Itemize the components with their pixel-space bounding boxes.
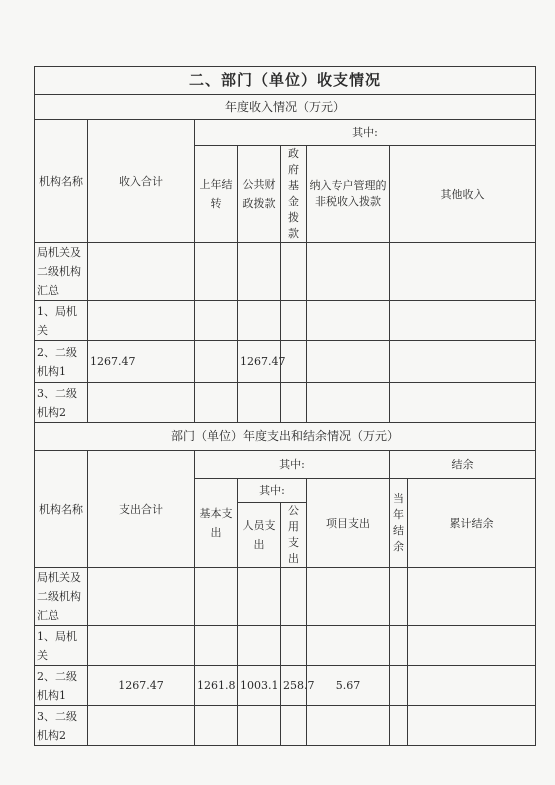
income-row-name: 2、二级机构1 [35,341,88,383]
income-row [35,301,536,341]
expense-row-current-year [390,666,408,706]
expense-row [35,706,536,746]
expense-header-personnel: 人员支出 [238,503,281,568]
income-row-gov-fund [281,243,307,301]
income-row-public-finance [238,383,281,423]
income-header-nontax: 纳入专户管理的非税收入拨款 [307,146,390,243]
summary-sheet [34,66,535,746]
expense-row-cumulative [408,568,536,626]
income-expense-table [34,66,536,746]
income-row-public-finance: 1267.47 [238,341,281,383]
expense-row-name: 局机关及二级机构汇总 [35,568,88,626]
income-row-prev-year [195,243,238,301]
expense-row-personnel [238,568,281,626]
expense-header-balance: 结余 [390,451,536,479]
income-row-nontax [307,341,390,383]
expense-row-total [88,706,195,746]
income-header-gov-fund: 政府基金拨款 [281,146,307,243]
expense-row-project [307,706,390,746]
income-row-prev-year [195,341,238,383]
income-row-other [390,383,536,423]
expense-row-cumulative [408,626,536,666]
expense-header-total: 支出合计 [88,451,195,568]
expense-header-org-name: 机构名称 [35,451,88,568]
expense-header-of-which-sub: 其中: [238,479,307,503]
expense-row-total [88,568,195,626]
income-row-nontax [307,243,390,301]
expense-header-of-which: 其中: [195,451,390,479]
expense-row-name: 3、二级机构2 [35,706,88,746]
expense-row-personnel [238,706,281,746]
income-row-total [88,301,195,341]
income-header-prev-year: 上年结转 [195,146,238,243]
expense-row-public-use [281,706,307,746]
expense-header-project: 项目支出 [307,479,390,568]
expense-row-total [88,626,195,666]
income-header-public-finance: 公共财政拨款 [238,146,281,243]
income-header-other: 其他收入 [390,146,536,243]
income-row-total: 1267.47 [88,341,195,383]
expense-row-project [307,626,390,666]
page-title: 二、部门（单位）收支情况 [35,67,536,95]
expense-row-public-use [281,568,307,626]
expense-header-cumulative: 累计结余 [408,479,536,568]
income-row-other [390,301,536,341]
expense-row-public-use [281,626,307,666]
expense-row-current-year [390,626,408,666]
expense-row-personnel [238,626,281,666]
expense-row [35,568,536,626]
expense-row-name: 2、二级机构1 [35,666,88,706]
income-header-of-which: 其中: [195,120,536,146]
income-row-other [390,243,536,301]
income-row [35,243,536,301]
expense-row-basic [195,626,238,666]
expense-header-current-year: 当年结余 [390,479,408,568]
income-row-other [390,341,536,383]
expense-row-public-use: 258.7 [281,666,307,706]
income-row-total [88,383,195,423]
income-row-name: 局机关及二级机构汇总 [35,243,88,301]
expense-row-basic [195,568,238,626]
income-row-prev-year [195,301,238,341]
income-caption: 年度收入情况（万元） [35,95,536,120]
expense-header-basic: 基本支出 [195,479,238,568]
expense-row [35,626,536,666]
expense-row-current-year [390,706,408,746]
income-row-gov-fund [281,301,307,341]
income-row-name: 1、局机关 [35,301,88,341]
expense-caption: 部门（单位）年度支出和结余情况（万元） [35,423,536,451]
income-row-total [88,243,195,301]
income-row-nontax [307,383,390,423]
expense-row-cumulative [408,706,536,746]
expense-row-project [307,568,390,626]
income-row-name: 3、二级机构2 [35,383,88,423]
expense-row-cumulative [408,666,536,706]
income-header-org-name: 机构名称 [35,120,88,243]
income-row-public-finance [238,301,281,341]
income-row-public-finance [238,243,281,301]
income-header-total: 收入合计 [88,120,195,243]
expense-row-name: 1、局机关 [35,626,88,666]
expense-header-public-use: 公用支出 [281,503,307,568]
income-row [35,341,536,383]
expense-row-basic [195,706,238,746]
expense-row-current-year [390,568,408,626]
expense-row [35,666,536,706]
expense-row-project: 5.67 [307,666,390,706]
expense-row-basic: 1261.8 [195,666,238,706]
income-row [35,383,536,423]
expense-row-personnel: 1003.1 [238,666,281,706]
income-row-gov-fund [281,383,307,423]
income-row-nontax [307,301,390,341]
expense-row-total: 1267.47 [88,666,195,706]
income-row-prev-year [195,383,238,423]
